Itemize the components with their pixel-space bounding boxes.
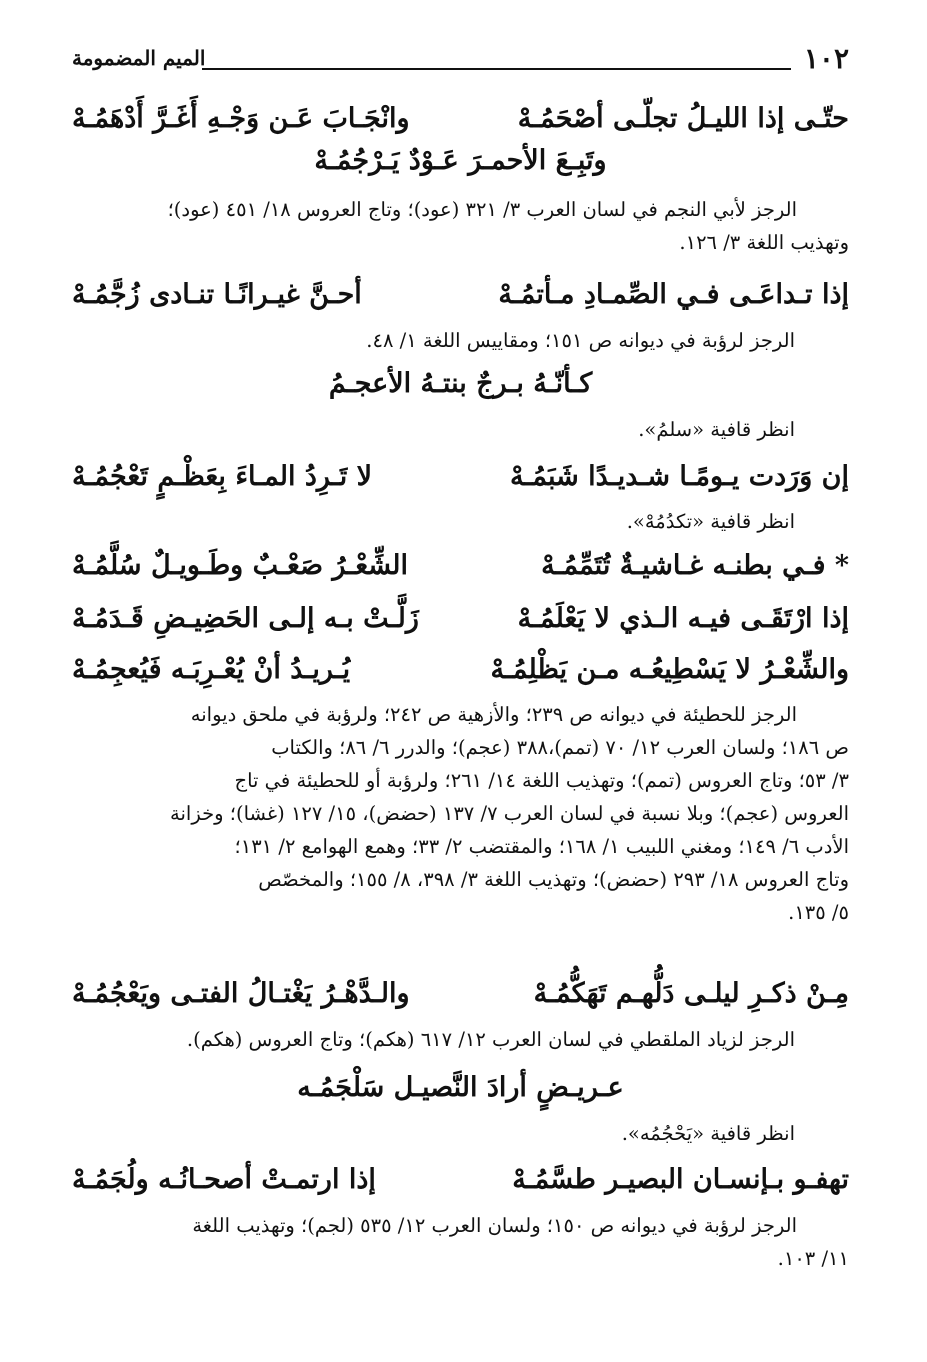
verse-second-hemistich: يُـريـدُ أنْ يُعْـرِبَـه فَيُعجِمُـهْ (72, 654, 351, 685)
source-note (72, 698, 849, 929)
verse-first-hemistich: حتّـى إذا الليـلُ تجلّـى أصْحَمُـهْ (517, 103, 849, 134)
note-line: الرجز لزياد الملقطي في لسان العرب ١٢/ ٦١٧ (هكم)؛ وتاج العروس (هكم). (186, 1028, 795, 1051)
verse-second-hemistich: الشِّعْـرُ صَعْـبٌ وطَـويـلٌ سُلَّمُـهْ (72, 550, 409, 581)
verse-centered: عـريـضٍ أرادَ النَّصيـل سَلْجَمُـه (297, 1072, 624, 1103)
source-note (72, 324, 795, 357)
page-number: ١٠٢ (803, 42, 849, 75)
page-header (72, 42, 849, 82)
verse-centered: وتَبِـعَ الأحمـرَ عَـوْدٌ يَـرْجُمُـهْ (314, 145, 607, 176)
note-line: الرجز لرؤبة في ديوانه ص ١٥٠؛ ولسان العرب ١٢/ ٥٣٥ (لجم)؛ وتهذيب اللغة (192, 1214, 797, 1237)
note-line: الرجز لرؤبة في ديوانه ص ١٥١؛ ومقاييس اللغة ١/ ٤٨. (366, 329, 795, 352)
verse-second-hemistich: لا تَـرِدُ المـاءَ بِعَظْـمٍ تَعْجُمُـهْ (72, 461, 373, 492)
note-line: وتهذيب اللغة ٣/ ١٢٦. (679, 231, 849, 254)
note-line: انظر قافية «سلمُ». (638, 418, 795, 441)
source-note (72, 413, 795, 446)
note-line: العروس (عجم)؛ وبلا نسبة في لسان العرب ٧/ ١٣٧ (حضض)، ١٥/ ١٢٧ (غشا)؛ وخزانة (170, 802, 849, 825)
verse-second-hemistich: أحـنَّ غيـرانًـا تنـادى زُجَّمُـهْ (72, 279, 362, 310)
note-line: انظر قافية «يَحْجُمُه». (621, 1122, 795, 1145)
note-line: ص ١٨٦؛ ولسان العرب ١٢/ ٧٠ (تمم)،٣٨٨ (عجم)؛ والدرر ٦/ ٨٦؛ والكتاب (271, 736, 849, 759)
source-note (72, 1117, 795, 1150)
note-line: الرجز للحطيئة في ديوانه ص ٢٣٩؛ والأزهية ص ٢٤٢؛ ولرؤبة في ملحق ديوانه (190, 703, 797, 726)
source-note (72, 1209, 849, 1275)
note-line: ٥/ ١٣٥. (788, 901, 849, 924)
note-line: ٣/ ٥٣؛ وتاج العروس (تمم)؛ وتهذيب اللغة ١٤/ ٢٦١؛ ولرؤبة أو للحطيئة في تاج (234, 769, 849, 792)
header-rule (202, 68, 791, 70)
verse-centered: كـأنّـهُ بـرجٌ بنتـهُ الأعجـمُ (328, 368, 593, 399)
note-line: ١١/ ١٠٣. (777, 1247, 849, 1270)
verse-first-hemistich: مِـنْ ذكـرِ ليلـى دَلُّهـم تَهَكُّمُـهْ (533, 978, 849, 1009)
source-note (72, 1023, 795, 1056)
verse-second-hemistich: زَلَّـتْ بـه إلـى الحَضِيـضِ قَـدَمُـهْ (72, 603, 419, 634)
note-line: انظر قافية «تكدُمُهْ». (626, 510, 795, 533)
verse-first-hemistich: إذا ارْتَقَـى فيـه الـذي لا يَعْلَمُـهْ (517, 603, 849, 634)
verse-first-hemistich: والشِّعْـرُ لا يَسْطِيعُـه مـن يَظْلِمُـهْ (490, 654, 849, 685)
verse-second-hemistich: وانْجَـابَ عَـن وَجْـهِ أَغَـرَّ أَدْهَمُـهْ (72, 103, 410, 134)
verse-second-hemistich: إذا ارتمـتْ أصحـانُـه ولُجَمُـهْ (72, 1164, 376, 1195)
verse-first-hemistich: إذا تـداعَـى فـي الصِّمـادِ مـأتمُـهْ (498, 279, 849, 310)
verse-line (72, 1072, 849, 1103)
verse-first-hemistich: تهفـو بـإنسـان البصيـر طسَّمُـهْ (512, 1164, 849, 1195)
note-line: وتاج العروس ١٨/ ٢٩٣ (حضض)؛ وتهذيب اللغة ٣/ ٣٩٨، ٨/ ١٥٥؛ والمخصّص (258, 868, 849, 891)
verse-line (72, 145, 849, 176)
source-note (72, 193, 849, 259)
source-note (72, 505, 795, 538)
verse-first-hemistich: * فـي بطنـه غـاشيـةٌ تُتَمِّمُـهْ (541, 550, 849, 581)
note-line: الرجز لأبي النجم في لسان العرب ٣/ ٣٢١ (عود)؛ وتاج العروس ١٨/ ٤٥١ (عود)؛ (167, 198, 797, 221)
verse-second-hemistich: والـدَّهْـرُ يَغْتـالُ الفتـى ويَعْجُمُـهْ (72, 978, 410, 1009)
note-line: الأدب ٦/ ١٤٩؛ ومغني اللبيب ١/ ١٦٨؛ والمقتضب ٢/ ٣٣؛ وهمع الهوامع ٢/ ١٣١؛ (234, 835, 849, 858)
verse-line (72, 368, 849, 399)
verse-first-hemistich: إن وَرَدت يـومًـا شـديـدًا شَبَمُـهْ (510, 461, 849, 492)
section-title: الميم المضمومة (72, 46, 206, 70)
